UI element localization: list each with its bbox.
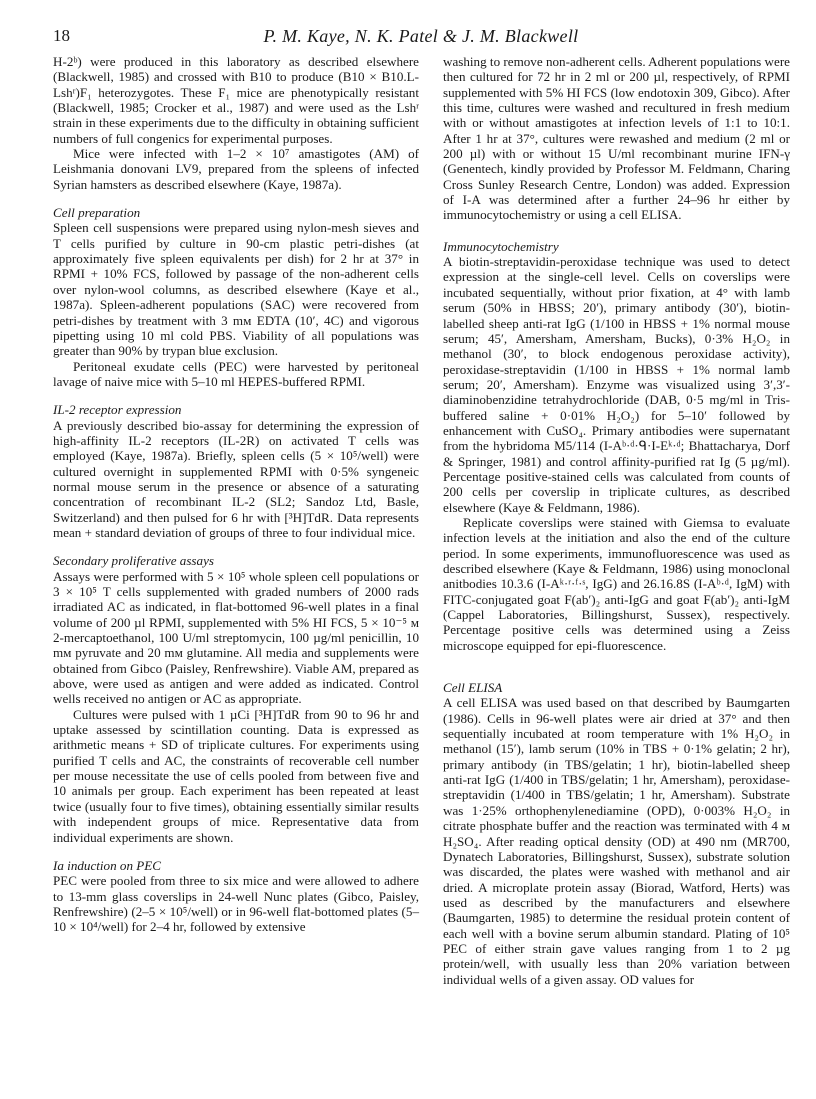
paragraph: A previously described bio-assay for determining the expression of high-affinity IL-2 receptors (IL-2R) on activated T cells was employed (Kaye, 1987a). Briefly, spleen cells (5 × 10⁵/well) were cultured overnight in supplemented RPMI with 0·5% syngeneic normal mouse serum in the presence or absence of a saturating concentration of recombinant IL-2 (SL2; Sandoz Ltd, Basle, Switzerland) and then pulsed for 6 hr with [³H]TdR. Data represents mean + standard deviation of groups of three to four individual mice. [53,417,419,540]
paragraph: Mice were infected with 1–2 × 10⁷ amastigotes (AM) of Leishmania donovani LV9, prepared from the spleens of infected Syrian hamsters as described elsewhere (Kaye, 1987a). [53,146,419,192]
left-column [53,54,419,935]
paragraph: PEC were pooled from three to six mice and were allowed to adhere to 13-mm glass coverslips in 24-well Nunc plates (Gibco, Paisley, Renfrewshire) (2–5 × 10⁵/well) or in 96-well flat-bottomed plates (5–10 × 10⁴/well) for 2–4 hr, followed by extensive [53,873,419,935]
section-cell-elisa [443,680,790,987]
section-heading: Ia induction on PEC [53,857,162,873]
section-heading: Cell preparation [53,205,141,221]
section-heading: Immunocytochemistry [443,238,559,254]
section-heading: Secondary proliferative assays [53,553,214,569]
paragraph: Replicate coverslips were stained with Giemsa to evaluate infection levels at the initiation and also the end of the culture period. In some experiments, immunofluorescence was used as described elsewhere (Kaye & Feldmann, 1986) using monoclonal anitbodies 10.3.6 (I-Aᵏ·ʳ·ᶠ·ˢ, IgG) and 26.16.8S (I-Aᵇ·ᵈ, IgM) with FITC-conjugated goat F(ab′)₂ anti-IgG and goat F(ab′)₂ anti-IgM (Cappel Laboratories, Billingshurst, Sussex), respectively. Percentage positive cells was determined using a Zeiss microscope equipped for epi-fluorescence. [443,514,790,653]
right-column [443,54,790,987]
paragraph: H-2ᵇ) were produced in this laboratory as described elsewhere (Blackwell, 1985) and crossed with B10 to produce (B10 × B10.L-Lshʳ)F₁ heterozygotes. These F₁ mice are phenotypically resistant (Blackwell, 1985; Crocker et al., 1987) and were used as the Lshʳ strain in these experiments due to the difficulty in obtaining sufficient numbers of full congenics for experimental purposes. [53,54,419,146]
page-header [53,26,789,50]
paragraph: A biotin-streptavidin-peroxidase technique was used to detect expression at the single-cell level. Cells on coverslips were incubated sequentially, without prior fixation, at 4° with lamb serum (50% in HBSS; 20′), primary antibody (30′), biotin-labelled sheep anti-rat IgG (1/100 in HBSS + 1% normal mouse serum; 45′, Amersham, Amersham, Bucks), 0·3% H₂O₂ in methanol (30′, to block endogenous peroxidase activity), peroxidase-streptavidin (1/100 in HBSS + 1% normal lamb serum; 20′, Amersham). Enzyme was visualized using 3′,3′-diaminobenzidine tetrahydrochloride (DAB, 0·5 mg/ml in Tris-buffered saline + 0·01% H₂O₂) for 5–10′ followed by enhancement with CuSO₄. Primary antibodies were supernatant from the hybridoma M5/114 (I-Aᵇ·ᵈ·ᑫ·I-Eᵏ·ᵈ; Bhattacharya, Dorf & Springer, 1981) and control affinity-purified rat Ig (5 µg/ml). Percentage positive-stained cells was calculated from counts of 200 cells per coverslip in triplicate cultures, as described elsewhere (Kaye & Feldmann, 1986). [443,254,790,515]
paragraph: Cultures were pulsed with 1 µCi [³H]TdR from 90 to 96 hr and uptake assessed by scintillation counting. Data is expressed as arithmetic means + SD of triplicate cultures. For experiments using purified T cells and AC, the constraints of recoverable cell number per mouse necessitate the use of cells pooled from between five and 10 animals per group. Each experiment has been repeated at least twice (usually four to five times), obtaining essentially similar results with independent groups of mice. Representative data from individual experiments are shown. [53,706,419,845]
section-immunocytochemistry [443,239,790,653]
section-il2-receptor [53,402,419,540]
section-heading: IL-2 receptor expression [53,402,182,418]
paragraph: Spleen cell suspensions were prepared using nylon-mesh sieves and T cells purified by culture in 90-cm plastic petri-dishes (at approximately five spleen equivalents per dish) for 2 hr at 37° in RPMI + 10% FCS, followed by passage of the non-adherent cells over nylon-wool columns, as described elsewhere (Kaye et al., 1987a). Spleen-adherent populations (SAC) were recovered from petri-dishes by treatment with 3 mᴍ EDTA (10′, 4C) and vigorous pipetting using 10 ml cold PBS. Viability of all populations was greater than 90% by trypan blue exclusion. [53,220,419,359]
section-cell-preparation [53,205,419,389]
section-heading: Cell ELISA [443,680,503,696]
paragraph: A cell ELISA was used based on that described by Baumgarten (1986). Cells in 96-well plates were air dried at 37° and then sequentially incubated at room temperature with 1% H₂O₂ in methanol (15′), lamb serum (10% in TBS + 0·1% gelatin; 2 hr), primary antibody (in TBS/gelatin; 1 hr), biotin-labelled sheep anti-rat IgG (1/400 in TBS/gelatin; 1 hr, Amersham), peroxidase-streptavidin (1/400 in TBS/gelatin; 1 hr, Amersham). Substrate was 1·25% orthophenylenediamine (OPD), 0·003% H₂O₂ in citrate phosphate buffer and the reaction was terminated with 4 ᴍ H₂SO₄. After reading optical density (OD) at 490 nm (MR700, Dynatech Laboratories, Billingshurst, Sussex), substrate solution was discarded, the plates were washed with methanol and air dried. A microplate protein assay (Biorad, Watford, Herts) was used as described by the manufacturers and elsewhere (Baumgarten, 1985) to determine the residual protein content of each well with a bovine serum albumin standard. Plating of 10⁵ PEC of either strain gave values ranging from 1 to 2 µg protein/well, with usually less than 20% variation between individual wells of a given assay. OD values for [443,695,790,987]
paragraph: Assays were performed with 5 × 10⁵ whole spleen cell populations or 3 × 10⁵ T cells supplemented with graded numbers of 2000 rads irradiated AC as indicated, in flat-bottomed 96-well plates in a final volume of 200 µl RPMI, supplemented with 5% HI FCS, 5 × 10⁻⁵ ᴍ 2-mercaptoethanol, 100 U/ml streptomycin, 100 µg/ml penicillin, 10 mᴍ pyruvate and 20 mᴍ glutamine. All media and supplements were obtained from Gibco (Paisley, Renfrewshire). Viable AM, prepared as above, were used as antigen and were added as indicated. Control wells received no antigen or AC as appropriate. [53,568,419,707]
section-ia-induction [53,858,419,935]
page-number: 18 [53,26,70,45]
paragraph: washing to remove non-adherent cells. Adherent populations were then cultured for 72 hr in 2 ml or 200 µl, respectively, of RPMI supplemented with 5% HI FCS (low endotoxin 309, Gibco). After this time, cultures were washed and recultured in fresh medium with or without amastigotes at infection levels of 1:1 to 10:1. After 1 hr at 37°, cultures were rewashed and medium (2 ml or 200 µl) with or without 15 U/ml recombinant murine IFN-γ (Genentech, kindly provided by Professor M. Feldmann, Charing Cross Sunley Research Centre, London) was added. Expression of I-A was determined after a further 24–96 hr either by immunocytochemistry or using a cell ELISA. [443,54,790,223]
paragraph: Peritoneal exudate cells (PEC) were harvested by peritoneal lavage of naive mice with 5–10 ml HEPES-buffered RPMI. [53,358,419,389]
running-head: P. M. Kaye, N. K. Patel & J. M. Blackwell [263,26,579,46]
section-secondary-assays [53,553,419,845]
